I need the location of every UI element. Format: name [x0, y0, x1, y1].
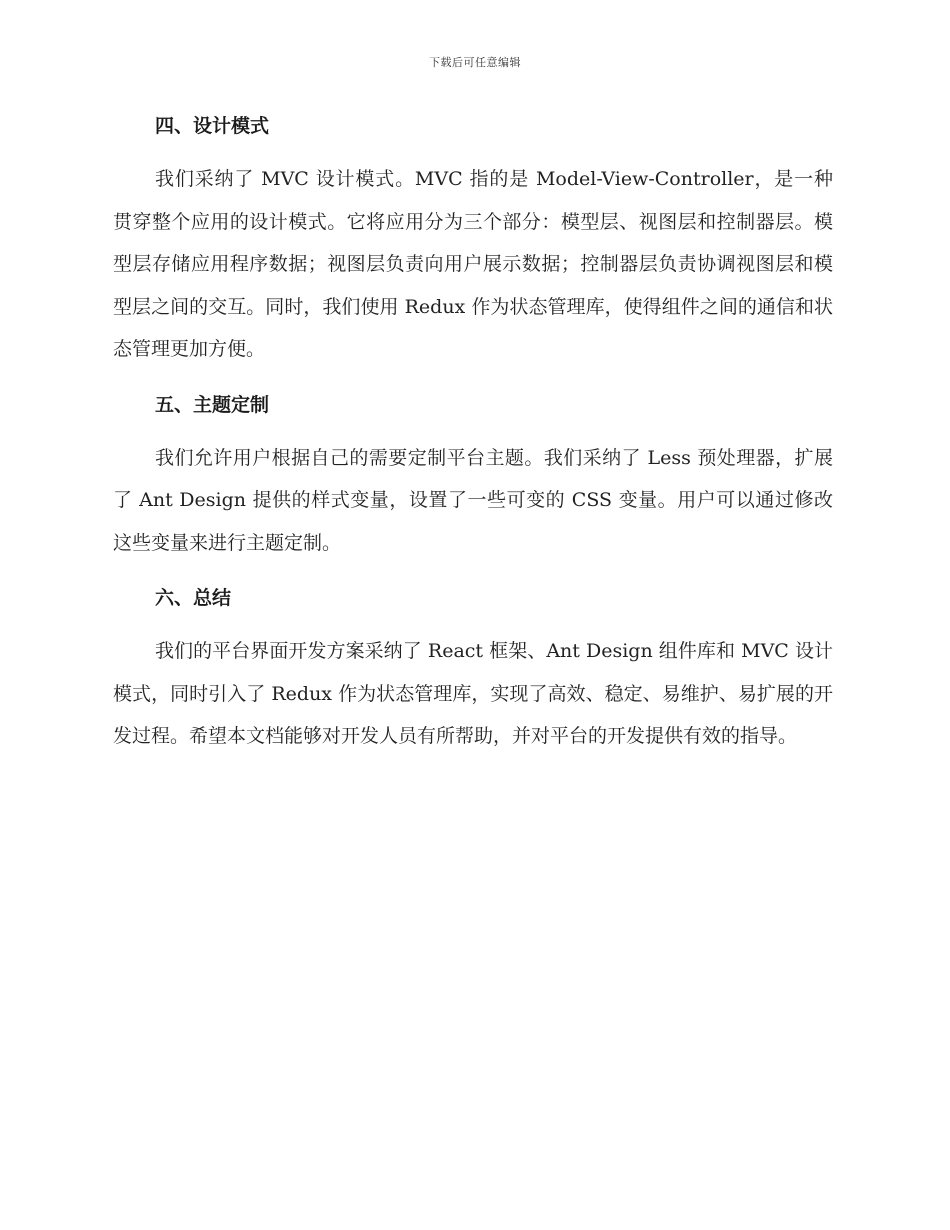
document-body [113, 106, 833, 772]
section-heading: 四、设计模式 [155, 115, 270, 137]
section-paragraph: 我们的平台界面开发方案采纳了 React 框架、Ant Design 组件库和 MVC 设计模式，同时引入了 Redux 作为状态管理库，实现了高效、稳定、易维护、易扩展的开发过程。希望本文档能够对开发人员有所帮助，并对平台的开发提供有效的指导。 [113, 640, 833, 747]
section-theme-customization [113, 385, 833, 565]
section-heading: 六、总结 [155, 587, 232, 609]
section-design-pattern [113, 106, 833, 371]
section-paragraph: 我们允许用户根据自己的需要定制平台主题。我们采纳了 Less 预处理器，扩展了 Ant Design 提供的样式变量，设置了一些可变的 CSS 变量。用户可以通过修改这些变量来进行主题定制。 [113, 446, 833, 554]
section-summary [113, 578, 833, 758]
section-heading: 五、主题定制 [155, 393, 270, 416]
header-note: 下载后可任意编辑 [429, 56, 521, 69]
section-paragraph: 我们采纳了 MVC 设计模式。MVC 指的是 Model-View-Controller，是一种贯穿整个应用的设计模式。它将应用分为三个部分：模型层、视图层和控制器层。模型层存储应用程序数据；视图层负责向用户展示数据；控制器层负责协调视图层和模型层之间的交互。同时，我们使用 Redux 作为状态管理库，使得组件之间的通信和状态管理更加方便。 [113, 168, 833, 360]
